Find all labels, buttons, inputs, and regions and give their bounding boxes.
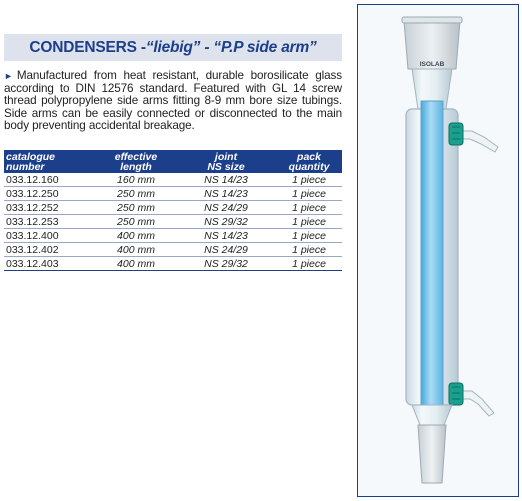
lower-screw-cap (449, 383, 463, 405)
cell-joint: NS 24/29 (176, 201, 276, 215)
upper-screw-cap (449, 123, 463, 145)
cell-length: 400 mm (96, 229, 176, 243)
cell-catalogue: 033.12.253 (4, 215, 96, 229)
table-row (4, 229, 342, 243)
header-pack-quantity: pack quantity (276, 150, 342, 173)
cell-pack: 1 piece (276, 243, 342, 257)
description-text: Manufactured from heat resistant, durable borosilicate glass according to DIN 12576 standard. Featured with GL 14 screw thread polypropylene side arms fitting 8-9 mm bore size tubings. Side arms can be easily connected or disconnected to the main body preventing accidental breakage. (4, 69, 342, 133)
table-row (4, 187, 342, 201)
lower-side-arm (449, 383, 494, 416)
cell-joint: NS 29/32 (176, 215, 276, 229)
condenser-illustration (358, 5, 520, 498)
table-row (4, 257, 342, 271)
cell-catalogue: 033.12.400 (4, 229, 96, 243)
title-subtitle: “liebig” - “P.P side arm” (145, 38, 317, 56)
product-description (4, 70, 342, 133)
cell-catalogue: 033.12.252 (4, 201, 96, 215)
table-row (4, 215, 342, 229)
cell-pack: 1 piece (276, 257, 342, 271)
cell-catalogue: 033.12.250 (4, 187, 96, 201)
cell-length: 250 mm (96, 187, 176, 201)
cell-joint: NS 14/23 (176, 173, 276, 187)
cell-pack: 1 piece (276, 201, 342, 215)
cell-catalogue: 033.12.403 (4, 257, 96, 271)
cell-catalogue: 033.12.402 (4, 243, 96, 257)
header-joint-size: joint NS size (176, 150, 276, 173)
header-effective-length: effective length (96, 150, 176, 173)
table-row (4, 173, 342, 187)
cell-catalogue: 033.12.160 (4, 173, 96, 187)
cell-pack: 1 piece (276, 187, 342, 201)
product-photo (357, 4, 519, 497)
cell-length: 250 mm (96, 215, 176, 229)
cell-pack: 1 piece (276, 173, 342, 187)
title-main: CONDENSERS - (29, 38, 146, 56)
bottom-cone (418, 425, 446, 483)
cell-joint: NS 29/32 (176, 257, 276, 271)
table-header-row (4, 150, 342, 173)
cell-pack: 1 piece (276, 229, 342, 243)
cell-joint: NS 24/29 (176, 243, 276, 257)
cell-joint: NS 14/23 (176, 229, 276, 243)
cell-joint: NS 14/23 (176, 187, 276, 201)
table-row (4, 243, 342, 257)
cell-pack: 1 piece (276, 215, 342, 229)
cell-length: 400 mm (96, 243, 176, 257)
inner-tube (421, 101, 443, 421)
table-row (4, 201, 342, 215)
bullet-arrow-icon: ► (4, 71, 13, 81)
cell-length: 250 mm (96, 201, 176, 215)
brand-logo: ISOLAB (419, 61, 445, 68)
header-catalogue-number: catalogue number (4, 150, 96, 173)
cell-length: 400 mm (96, 257, 176, 271)
product-title (4, 34, 342, 61)
cell-length: 160 mm (96, 173, 176, 187)
specification-table (4, 150, 342, 271)
